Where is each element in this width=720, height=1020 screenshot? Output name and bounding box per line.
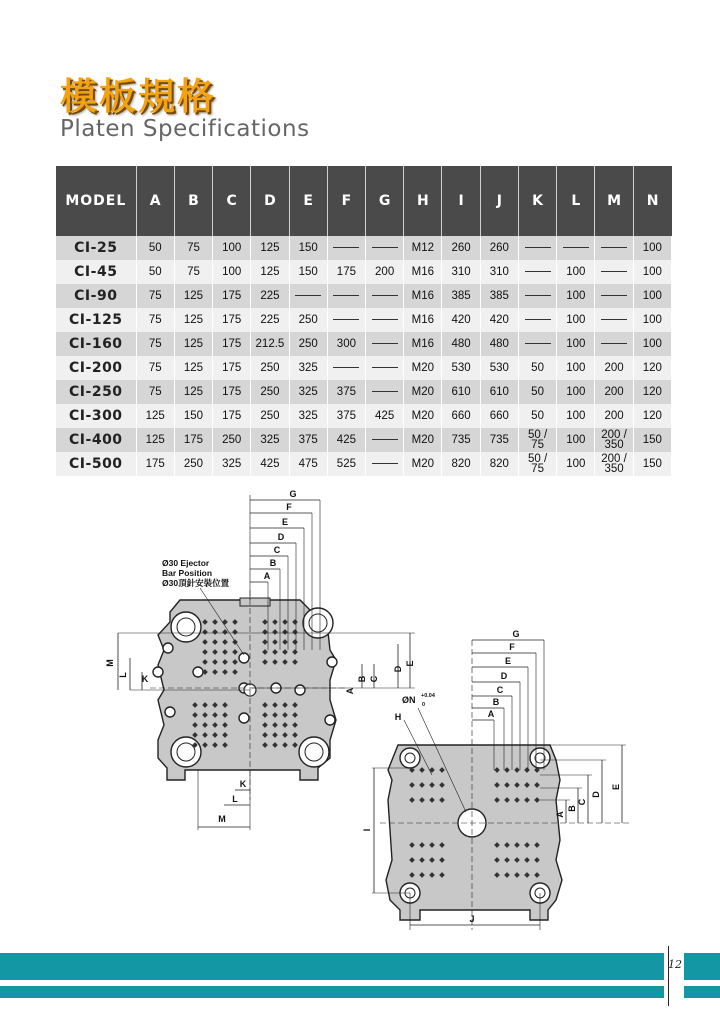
dimension-label-c: C: [273, 545, 281, 555]
table-cell: 100: [557, 404, 595, 428]
table-cell: 75: [136, 356, 174, 380]
dimension-label-b: B: [567, 805, 577, 812]
table-cell: 125: [174, 284, 212, 308]
ejector-label: Ø30 Ejector: [162, 558, 210, 568]
table-cell: 325: [289, 356, 327, 380]
table-cell: 375: [327, 404, 365, 428]
table-cell: 100: [557, 428, 595, 452]
table-cell: 530: [442, 356, 480, 380]
table-cell: 425: [366, 404, 404, 428]
table-cell: 100: [557, 308, 595, 332]
table-cell: 50 / 75: [518, 428, 556, 452]
table-cell: 250: [251, 356, 289, 380]
dimension-label-e: E: [281, 517, 289, 527]
table-cell: 125: [174, 380, 212, 404]
table-cell: 475: [289, 452, 327, 476]
table-cell: 525: [327, 452, 365, 476]
table-cell: M12: [404, 236, 442, 260]
dimension-label-b: B: [357, 675, 367, 683]
column-header-k: K: [518, 166, 556, 236]
table-cell: 50: [136, 236, 174, 260]
table-cell: 75: [174, 236, 212, 260]
dimension-label-d: D: [277, 532, 285, 542]
page-title: Platen Specifications: [60, 116, 310, 142]
table-cell: 100: [557, 260, 595, 284]
table-cell: 150: [633, 428, 671, 452]
footer-band-thin-right: [684, 986, 720, 998]
model-cell: CI-125: [56, 308, 136, 332]
table-cell: 175: [213, 308, 251, 332]
table-cell: 260: [480, 236, 518, 260]
table-cell: 610: [480, 380, 518, 404]
table-cell: 125: [174, 332, 212, 356]
footer-band: [0, 953, 664, 980]
tie-bar-hole: [295, 685, 305, 695]
table-cell: 820: [442, 452, 480, 476]
table-cell: 75: [174, 260, 212, 284]
model-cell: CI-25: [56, 236, 136, 260]
table-cell: 175: [174, 428, 212, 452]
column-header-i: I: [442, 166, 480, 236]
table-cell: 200: [595, 404, 633, 428]
table-cell: 250: [251, 404, 289, 428]
tie-bar-hole: [327, 657, 337, 667]
table-cell: 175: [327, 260, 365, 284]
column-header-n: N: [633, 166, 671, 236]
dimension-label-c: C: [369, 675, 379, 683]
table-cell: 250: [289, 332, 327, 356]
tie-bar-hole: [165, 707, 175, 717]
model-cell: CI-500: [56, 452, 136, 476]
table-cell: 735: [442, 428, 480, 452]
dimension-label-k: K: [141, 674, 149, 684]
dimension-label-a: A: [487, 709, 495, 719]
table-cell: M16: [404, 308, 442, 332]
footer-band-right: [684, 953, 720, 980]
table-cell: 50: [518, 404, 556, 428]
platen-top-block: [240, 598, 270, 606]
table-cell: 385: [480, 284, 518, 308]
table-cell: 100: [633, 332, 671, 356]
table-cell: 735: [480, 428, 518, 452]
table-cell: 120: [633, 380, 671, 404]
table-cell: 325: [213, 452, 251, 476]
dimension-label-l-bottom: L: [232, 794, 238, 804]
table-cell: 375: [289, 428, 327, 452]
model-cell: CI-400: [56, 428, 136, 452]
column-header-l: L: [557, 166, 595, 236]
table-cell: M16: [404, 284, 442, 308]
dimension-label-a: A: [345, 687, 355, 695]
table-cell: 100: [633, 236, 671, 260]
table-cell: 50: [518, 356, 556, 380]
table-cell: 480: [480, 332, 518, 356]
model-cell: CI-90: [56, 284, 136, 308]
table-cell: 125: [174, 308, 212, 332]
ejector-label-cn: Ø30頂針安裝位置: [162, 578, 230, 588]
table-cell: 660: [442, 404, 480, 428]
tie-bar-hole: [530, 748, 550, 768]
model-cell: CI-250: [56, 380, 136, 404]
ejector-label: Bar Position: [162, 568, 213, 578]
dimension-label-c: C: [496, 685, 504, 695]
table-cell: 225: [251, 284, 289, 308]
tolerance-lower: 0: [422, 702, 426, 708]
table-cell: M20: [404, 428, 442, 452]
dimension-label-h: H: [394, 712, 402, 722]
tie-bar-hole: [163, 643, 173, 653]
table-cell: 660: [480, 404, 518, 428]
column-header-d: D: [251, 166, 289, 236]
table-cell: 325: [251, 428, 289, 452]
table-cell: 100: [557, 380, 595, 404]
page-number: 12: [668, 958, 682, 971]
table-cell: 260: [442, 236, 480, 260]
table-cell: 425: [327, 428, 365, 452]
dimension-label-l: L: [118, 672, 128, 678]
table-cell: 150: [289, 260, 327, 284]
table-cell: M16: [404, 260, 442, 284]
table-cell: 325: [289, 380, 327, 404]
table-cell: 610: [442, 380, 480, 404]
table-cell: 200: [366, 260, 404, 284]
column-header-g: G: [366, 166, 404, 236]
platen-drawing-right: [362, 629, 630, 930]
table-cell: 250: [289, 308, 327, 332]
table-cell: 150: [174, 404, 212, 428]
tie-bar-hole: [325, 715, 335, 725]
table-cell: 175: [136, 452, 174, 476]
table-cell: 125: [136, 404, 174, 428]
tie-bar-hole: [193, 667, 203, 677]
table-cell: 200 / 350: [595, 428, 633, 452]
dimension-label-k-bottom: K: [239, 779, 247, 789]
dimension-label-d: D: [591, 791, 601, 798]
table-cell: 100: [557, 452, 595, 476]
dimension-label-i: I: [362, 828, 372, 832]
model-cell: CI-200: [56, 356, 136, 380]
table-cell: M20: [404, 404, 442, 428]
table-cell: 175: [213, 404, 251, 428]
table-cell: 120: [633, 404, 671, 428]
tie-bar-hole: [171, 612, 201, 642]
tie-bar-hole: [153, 667, 163, 677]
platen-drawing-left: [105, 489, 415, 830]
table-cell: 250: [213, 428, 251, 452]
dimension-label-d: D: [500, 671, 508, 681]
table-cell: 300: [327, 332, 365, 356]
column-header-f: F: [327, 166, 365, 236]
dimension-label-e: E: [611, 783, 621, 791]
table-cell: 100: [213, 260, 251, 284]
column-header-a: A: [136, 166, 174, 236]
table-cell: 75: [136, 308, 174, 332]
footer-band-thin: [0, 986, 664, 998]
dimension-label-c: C: [577, 798, 587, 806]
table-cell: 200: [595, 380, 633, 404]
table-cell: 100: [213, 236, 251, 260]
table-cell: 100: [633, 308, 671, 332]
table-cell: 75: [136, 380, 174, 404]
table-cell: M20: [404, 452, 442, 476]
dimension-label-m: M: [105, 659, 115, 667]
table-cell: 200: [595, 356, 633, 380]
table-cell: 175: [213, 380, 251, 404]
table-cell: 530: [480, 356, 518, 380]
table-cell: 125: [251, 236, 289, 260]
table-cell: 100: [633, 284, 671, 308]
column-header-h: H: [404, 166, 442, 236]
dimension-label-a: A: [555, 811, 565, 818]
table-cell: 175: [213, 284, 251, 308]
table-cell: 375: [327, 380, 365, 404]
tolerance-upper: +0.04: [421, 693, 435, 699]
column-header-c: C: [213, 166, 251, 236]
dimension-label-b: B: [269, 558, 277, 568]
dimension-label-n: ØN: [402, 695, 416, 705]
dimension-label-d: D: [393, 665, 403, 673]
dimension-label-b: B: [492, 697, 500, 707]
table-cell: 150: [633, 452, 671, 476]
table-cell: 250: [251, 380, 289, 404]
tie-bar-hole: [303, 608, 333, 638]
page-title-chinese: 模板規格: [60, 75, 216, 118]
table-cell: 100: [557, 356, 595, 380]
table-cell: 200 / 350: [595, 452, 633, 476]
table-cell: 150: [289, 236, 327, 260]
column-header-m: M: [595, 166, 633, 236]
dimension-label-a: A: [263, 571, 271, 581]
dimension-label-e: E: [504, 656, 512, 666]
tie-bar-hole: [239, 713, 249, 723]
page-number-divider: [668, 946, 669, 1006]
table-cell: 100: [557, 332, 595, 356]
table-cell: 425: [251, 452, 289, 476]
table-cell: 175: [213, 356, 251, 380]
table-cell: 100: [633, 260, 671, 284]
column-header-e: E: [289, 166, 327, 236]
dimension-label-g: G: [289, 489, 297, 499]
dimension-label-j: J: [469, 914, 475, 924]
table-cell: 212.5: [251, 332, 289, 356]
table-cell: 75: [136, 332, 174, 356]
table-cell: 820: [480, 452, 518, 476]
table-cell: 420: [480, 308, 518, 332]
tie-bar-hole: [400, 748, 420, 768]
model-cell: CI-300: [56, 404, 136, 428]
table-cell: 420: [442, 308, 480, 332]
table-cell: 75: [136, 284, 174, 308]
table-cell: 250: [174, 452, 212, 476]
tie-bar-hole: [171, 737, 201, 767]
table-cell: 125: [251, 260, 289, 284]
dimension-label-g: G: [512, 629, 520, 639]
table-cell: 325: [289, 404, 327, 428]
table-cell: M20: [404, 380, 442, 404]
dimension-label-f: F: [286, 502, 292, 512]
column-header-j: J: [480, 166, 518, 236]
table-cell: 125: [174, 356, 212, 380]
table-cell: 385: [442, 284, 480, 308]
table-cell: 100: [557, 284, 595, 308]
tie-bar-hole: [299, 737, 329, 767]
model-cell: CI-45: [56, 260, 136, 284]
table-cell: 50: [136, 260, 174, 284]
model-cell: CI-160: [56, 332, 136, 356]
dimension-label-m-bottom: M: [218, 814, 226, 824]
table-cell: 310: [442, 260, 480, 284]
table-cell: 50: [518, 380, 556, 404]
column-header-b: B: [174, 166, 212, 236]
dimension-label-f: F: [509, 642, 515, 652]
column-header-model: MODEL: [56, 166, 136, 236]
table-cell: 225: [251, 308, 289, 332]
table-cell: 50 / 75: [518, 452, 556, 476]
dimension-label-e: E: [405, 660, 415, 667]
table-cell: 480: [442, 332, 480, 356]
table-cell: 125: [136, 428, 174, 452]
table-cell: M16: [404, 332, 442, 356]
table-cell: 175: [213, 332, 251, 356]
table-cell: 310: [480, 260, 518, 284]
table-cell: M20: [404, 356, 442, 380]
table-cell: 120: [633, 356, 671, 380]
